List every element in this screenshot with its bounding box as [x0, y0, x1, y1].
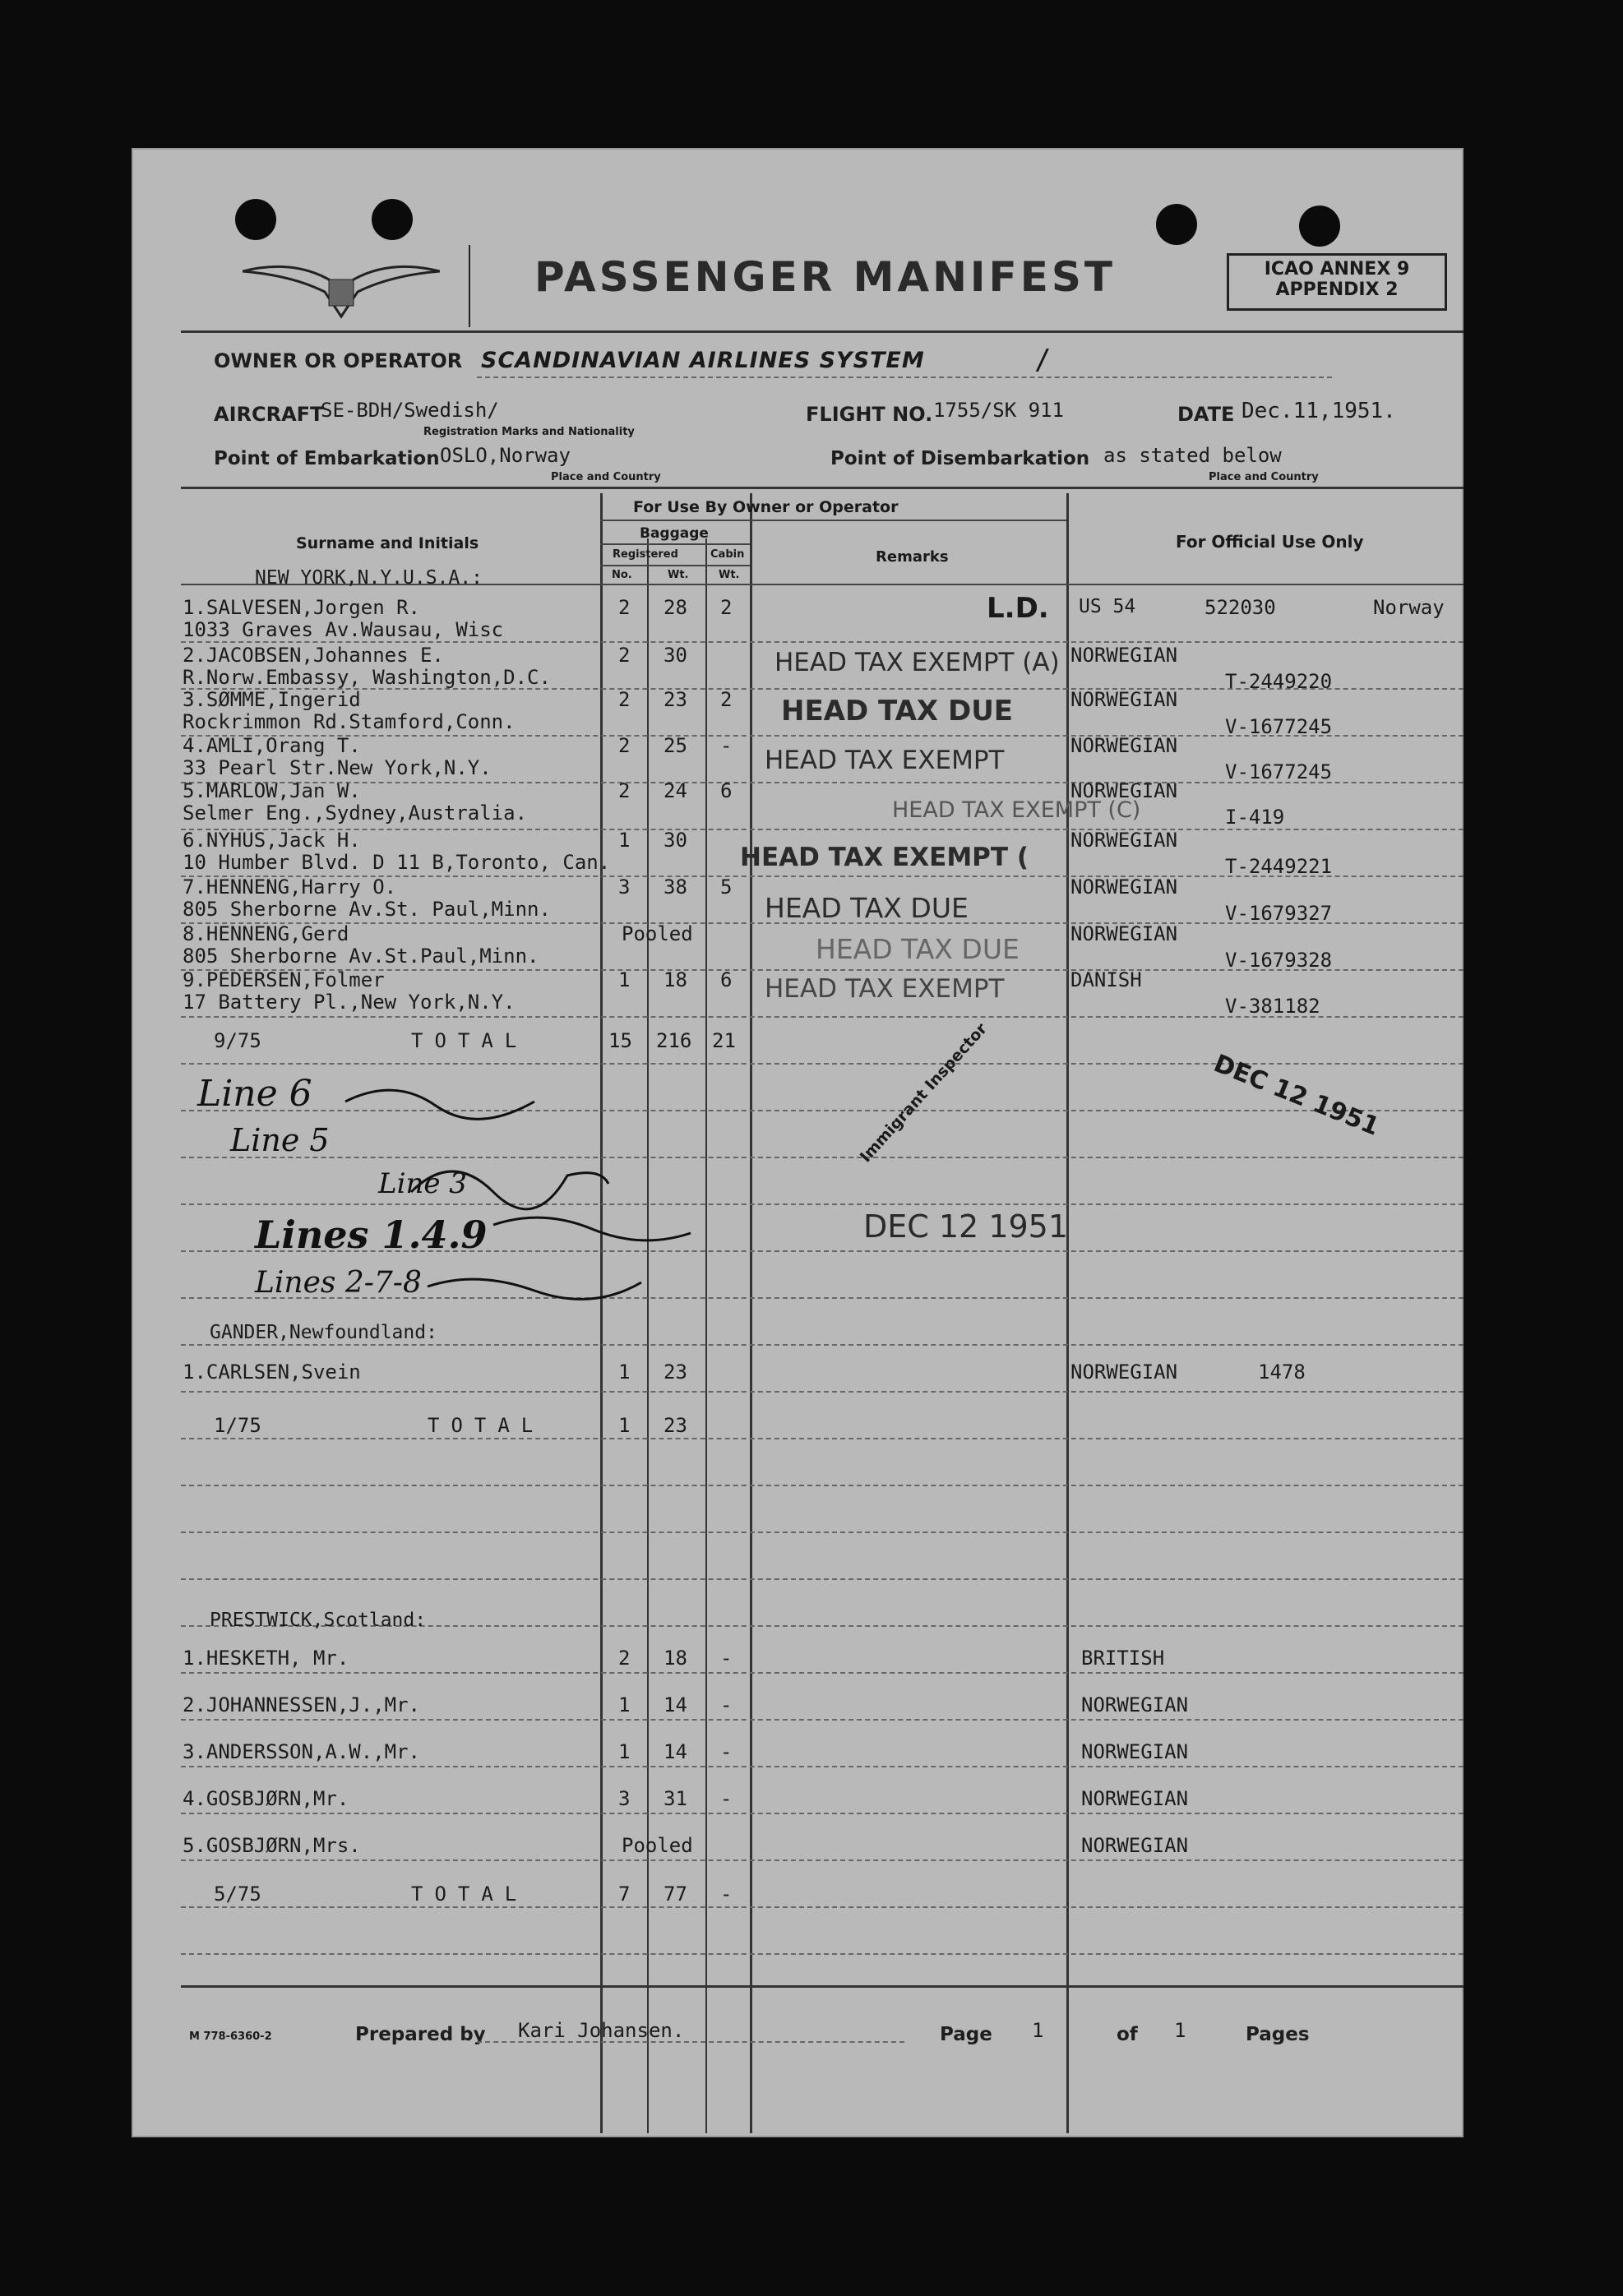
page-value: 1: [1032, 2019, 1044, 2042]
date-stamp: DEC 12 1951: [1209, 1049, 1384, 1142]
baggage-no: 1: [618, 1740, 631, 1763]
baggage-wt: 30: [664, 829, 687, 852]
baggage-wt: 24: [664, 779, 687, 802]
baggage-wt: 18: [664, 968, 687, 991]
passenger-line: 9.PEDERSEN,Folmer: [183, 968, 385, 991]
handwritten-note: Line 3: [378, 1167, 467, 1200]
baggage-wt: 23: [664, 688, 687, 711]
passenger-line: 8.HENNENG,Gerd: [183, 922, 349, 945]
official-nationality: NORWEGIAN: [1070, 779, 1178, 802]
form-number: M 778-6360-2: [189, 2030, 272, 2043]
operator-use-header: For Use By Owner or Operator: [633, 498, 899, 516]
passenger-address: Rockrimmon Rd.Stamford,Conn.: [183, 710, 516, 733]
head-tax-stamp: HEAD TAX EXEMPT (A): [775, 648, 1060, 677]
baggage-no: 1: [618, 829, 631, 852]
cabin-wt: -: [720, 1787, 733, 1810]
ld-stamp: L.D.: [987, 592, 1049, 625]
row-rule: [181, 1766, 1463, 1767]
official-id: 1478: [1258, 1361, 1306, 1384]
aircraft-label: AIRCRAFT: [214, 403, 324, 426]
official-nationality: US 54: [1079, 596, 1136, 617]
annex-line-2: APPENDIX 2: [1275, 279, 1399, 300]
row-rule: [181, 1063, 1463, 1065]
baggage-wt: 25: [664, 734, 687, 757]
wt-header: Wt.: [668, 569, 689, 581]
row-rule: [181, 1531, 1463, 1533]
date-stamp: DEC 12 1951: [863, 1208, 1069, 1245]
passenger-line: 1.CARLSEN,Svein: [183, 1361, 361, 1384]
section-heading-gander: GANDER,Newfoundland:: [210, 1322, 437, 1343]
cabin-header: Cabin: [710, 548, 745, 561]
baggage-no: 2: [618, 734, 631, 757]
head-tax-stamp: HEAD TAX EXEMPT (: [740, 843, 1029, 872]
total-wt: 216: [656, 1029, 692, 1052]
divider: [181, 330, 1463, 333]
baggage-wt: 38: [664, 875, 687, 899]
row-rule: [181, 1719, 1463, 1721]
baggage-no: 1: [618, 1693, 631, 1716]
passenger-line: 7.HENNENG,Harry O.: [183, 875, 397, 899]
head-tax-stamp: HEAD TAX EXEMPT: [765, 746, 1005, 775]
disembarkation-label: Point of Disembarkation: [830, 448, 1090, 469]
section-heading-prestwick: PRESTWICK,Scotland:: [210, 1610, 427, 1631]
baggage-no: 3: [618, 875, 631, 899]
cabin-wt: 2: [720, 688, 733, 711]
registered-header: Registered: [613, 548, 678, 561]
baggage-header: Baggage: [640, 525, 709, 542]
inspector-stamp: Immigrant Inspector: [856, 1019, 991, 1166]
column-rule: [647, 538, 649, 2133]
embarkation-value: OSLO,Norway: [440, 444, 571, 467]
divider: [181, 1985, 1463, 1988]
passenger-line: 4.GOSBJØRN,Mr.: [183, 1787, 349, 1810]
passenger-line: 6.NYHUS,Jack H.: [183, 829, 361, 852]
prepared-by-value: Kari Johansen.: [518, 2019, 685, 2042]
total-label: TOTAL: [428, 1414, 545, 1437]
official-id: V-1679328: [1225, 949, 1333, 972]
official-id: 522030: [1205, 596, 1276, 619]
cabin-wt: -: [720, 1693, 733, 1716]
passenger-line: 5.GOSBJØRN,Mrs.: [183, 1834, 361, 1857]
row-rule: [181, 1953, 1463, 1955]
disembarkation-caption: Place and Country: [1209, 471, 1319, 483]
total-no: 15: [608, 1029, 632, 1052]
slash-mark: /: [1034, 344, 1052, 377]
passenger-address: Selmer Eng.,Sydney,Australia.: [183, 802, 528, 825]
row-rule: [181, 1344, 1463, 1346]
official-nationality: NORWEGIAN: [1070, 875, 1178, 899]
official-id: V-1677245: [1225, 760, 1333, 783]
aircraft-value: SE-BDH/Swedish/: [321, 399, 499, 422]
head-tax-stamp: HEAD TAX DUE: [816, 933, 1020, 965]
page-label: Page: [940, 2024, 992, 2045]
handwritten-note: Lines 1.4.9: [255, 1213, 488, 1257]
official-use-header: For Official Use Only: [1176, 532, 1364, 552]
passenger-line: 2.JOHANNESSEN,J.,Mr.: [183, 1693, 420, 1716]
cabin-wt: 2: [720, 596, 733, 619]
passenger-line: 3.SØMME,Ingerid: [183, 688, 361, 711]
section-count: 5/75: [214, 1883, 261, 1906]
cabin-wt: 5: [720, 875, 733, 899]
winged-logo-icon: [243, 255, 440, 321]
official-id: T-2449221: [1225, 855, 1333, 878]
passenger-address: 805 Sherborne Av.St.Paul,Minn.: [183, 945, 539, 968]
head-tax-stamp: HEAD TAX DUE: [781, 695, 1014, 728]
punch-hole: [1299, 206, 1340, 247]
baggage-wt: 30: [664, 644, 687, 667]
official-nationality: BRITISH: [1081, 1647, 1165, 1670]
divider: [600, 520, 1066, 521]
punch-hole: [372, 199, 413, 240]
owner-value: SCANDINAVIAN AIRLINES SYSTEM: [481, 348, 925, 373]
date-label: DATE: [1177, 403, 1235, 426]
official-nationality: NORWEGIAN: [1081, 1787, 1189, 1810]
total-no: 7: [618, 1883, 631, 1906]
cabin-wt: -: [720, 734, 733, 757]
manifest-sheet: [132, 148, 1463, 2137]
embarkation-label: Point of Embarkation: [214, 448, 440, 469]
baggage-no: 3: [618, 1787, 631, 1810]
official-id: T-2449220: [1225, 670, 1333, 693]
remarks-header: Remarks: [876, 548, 949, 566]
handwritten-note: Lines 2-7-8: [255, 1266, 422, 1300]
row-rule: [181, 1859, 1463, 1861]
baggage-no: 2: [618, 596, 631, 619]
field-line: [477, 377, 1332, 378]
total-label: TOTAL: [411, 1029, 529, 1052]
row-rule: [181, 1672, 1463, 1674]
passenger-line: 3.ANDERSSON,A.W.,Mr.: [183, 1740, 420, 1763]
row-rule: [181, 1391, 1463, 1393]
handwritten-note: Line 5: [230, 1122, 330, 1158]
row-rule: [181, 1438, 1463, 1439]
official-nationality: NORWEGIAN: [1070, 688, 1178, 711]
flight-value: 1755/SK 911: [933, 399, 1064, 422]
baggage-wt: 18: [664, 1647, 687, 1670]
aircraft-caption: Registration Marks and Nationality: [423, 426, 635, 438]
cabin-wt: 6: [720, 968, 733, 991]
total-wt: 77: [664, 1883, 687, 1906]
column-rule: [705, 538, 707, 2133]
divider: [600, 565, 750, 566]
baggage-pooled: Pooled: [622, 922, 693, 945]
divider: [600, 543, 750, 545]
row-rule: [181, 1578, 1463, 1580]
annex-line-1: ICAO ANNEX 9: [1264, 259, 1410, 279]
punch-hole: [235, 199, 276, 240]
baggage-no: 2: [618, 688, 631, 711]
passenger-address: 10 Humber Blvd. D 11 B,Toronto, Can.: [183, 851, 611, 874]
of-label: of: [1117, 2024, 1138, 2045]
official-nationality: NORWEGIAN: [1070, 644, 1178, 667]
row-rule: [181, 1813, 1463, 1814]
passenger-line: 1.SALVESEN,Jorgen R.: [183, 596, 420, 619]
baggage-no: 2: [618, 779, 631, 802]
page-title: PASSENGER MANIFEST: [534, 253, 1116, 301]
handwritten-note: Line 6: [197, 1073, 312, 1115]
official-nationality: NORWEGIAN: [1081, 1834, 1189, 1857]
section-heading-new-york: NEW YORK,N.Y.U.S.A.:: [255, 567, 483, 589]
passenger-address: 17 Battery Pl.,New York,N.Y.: [183, 991, 516, 1014]
passenger-address: 1033 Graves Av.Wausau, Wisc: [183, 618, 504, 641]
head-tax-stamp: HEAD TAX EXEMPT: [765, 974, 1005, 1004]
surname-header: Surname and Initials: [296, 534, 479, 552]
official-id: V-1679327: [1225, 902, 1333, 925]
official-nationality: NORWEGIAN: [1070, 922, 1178, 945]
official-extra: Norway: [1373, 596, 1445, 619]
row-rule: [181, 1906, 1463, 1908]
official-nationality: NORWEGIAN: [1081, 1740, 1189, 1763]
official-nationality: DANISH: [1070, 968, 1142, 991]
passenger-line: 2.JACOBSEN,Johannes E.: [183, 644, 444, 667]
official-id: V-381182: [1225, 995, 1320, 1018]
no-header: No.: [612, 569, 632, 581]
row-rule: [181, 829, 1463, 830]
pages-label: Pages: [1246, 2024, 1310, 2045]
section-count: 1/75: [214, 1414, 261, 1437]
punch-hole: [1156, 204, 1197, 245]
passenger-line: 4.AMLI,Orang T.: [183, 734, 361, 757]
section-count: 9/75: [214, 1029, 261, 1052]
embarkation-caption: Place and Country: [551, 471, 661, 483]
official-id: I-419: [1225, 806, 1285, 829]
total-label: TOTAL: [411, 1883, 529, 1906]
total-wt: 23: [664, 1414, 687, 1437]
passenger-line: 5.MARLOW,Jan W.: [183, 779, 361, 802]
total-cabin: 21: [712, 1029, 736, 1052]
title-divider: [469, 245, 470, 327]
passenger-line: 1.HESKETH, Mr.: [183, 1647, 349, 1670]
signature-scribbles: [181, 1069, 904, 1332]
baggage-wt: 28: [664, 596, 687, 619]
head-tax-stamp: HEAD TAX EXEMPT (C): [892, 797, 1141, 823]
owner-label: OWNER OR OPERATOR: [214, 349, 463, 372]
official-nationality: NORWEGIAN: [1070, 829, 1178, 852]
baggage-wt: 23: [664, 1361, 687, 1384]
cabin-wt: 6: [720, 779, 733, 802]
official-nationality: NORWEGIAN: [1070, 1361, 1178, 1384]
baggage-wt: 14: [664, 1693, 687, 1716]
official-nationality: NORWEGIAN: [1070, 734, 1178, 757]
cabin-wt: -: [720, 1647, 733, 1670]
head-tax-stamp: HEAD TAX DUE: [765, 892, 969, 924]
total-cabin: -: [720, 1883, 733, 1906]
passenger-address: 805 Sherborne Av.St. Paul,Minn.: [183, 898, 551, 921]
baggage-wt: 14: [664, 1740, 687, 1763]
annex-box: [1227, 253, 1447, 311]
official-nationality: NORWEGIAN: [1081, 1693, 1189, 1716]
total-no: 1: [618, 1414, 631, 1437]
date-value: Dec.11,1951.: [1242, 399, 1396, 423]
disembarkation-value: as stated below: [1103, 444, 1282, 467]
cabin-wt-header: Wt.: [719, 569, 740, 581]
of-value: 1: [1174, 2019, 1186, 2042]
baggage-pooled: Pooled: [622, 1834, 693, 1857]
baggage-no: 1: [618, 1361, 631, 1384]
row-rule: [181, 1485, 1463, 1486]
baggage-no: 1: [618, 968, 631, 991]
passenger-address: R.Norw.Embassy, Washington,D.C.: [183, 666, 551, 689]
cabin-wt: -: [720, 1740, 733, 1763]
divider: [181, 487, 1463, 489]
field-line: [477, 2041, 904, 2043]
prepared-by-label: Prepared by: [355, 2024, 486, 2045]
column-rule: [1066, 493, 1069, 2133]
row-rule: [181, 641, 1463, 643]
flight-label: FLIGHT NO.: [806, 403, 933, 426]
baggage-no: 2: [618, 1647, 631, 1670]
baggage-wt: 31: [664, 1787, 687, 1810]
official-id: V-1677245: [1225, 715, 1333, 738]
passenger-address: 33 Pearl Str.New York,N.Y.: [183, 756, 492, 779]
baggage-no: 2: [618, 644, 631, 667]
